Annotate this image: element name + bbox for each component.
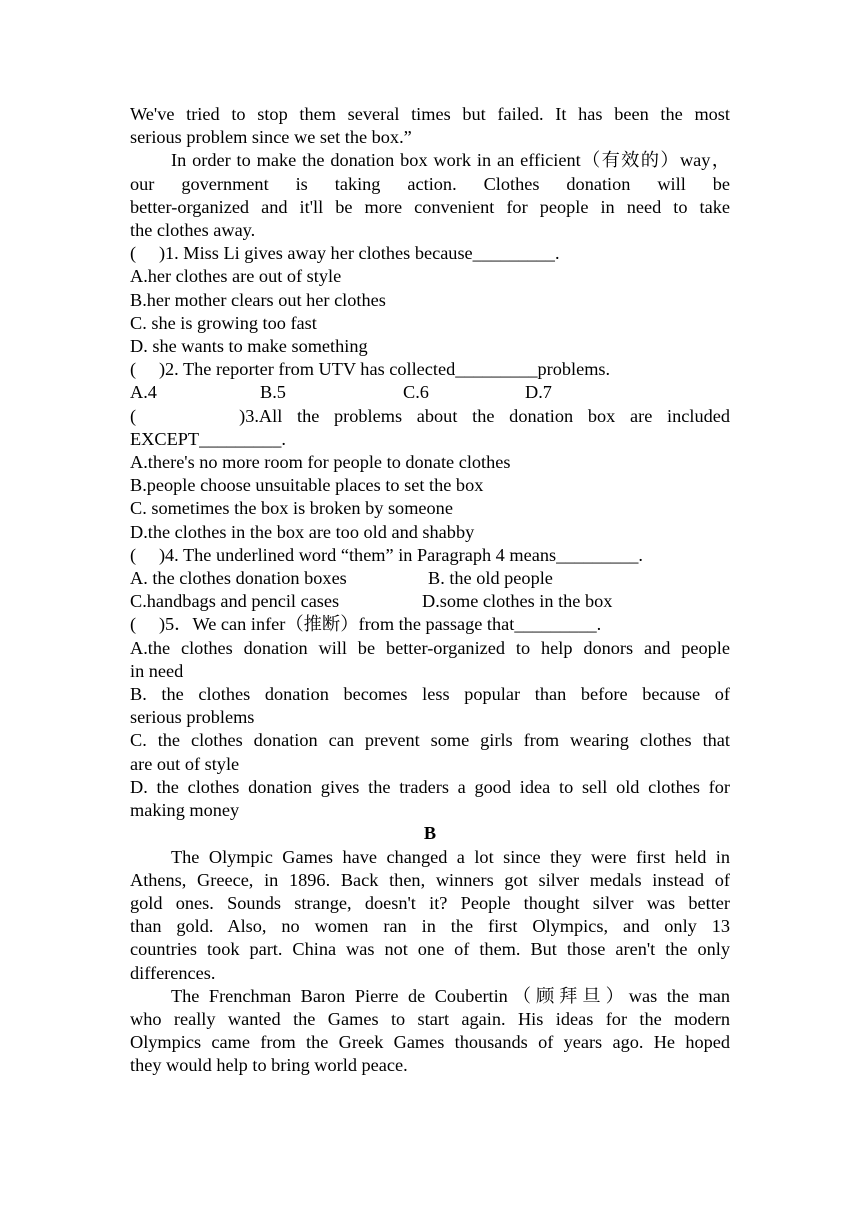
question-4-option-c: C.handbags and pencil cases [130,591,340,612]
question-5-option-d-cont: making money [130,800,240,821]
passage-b-line: countries took part. China was not one of them. But those aren't the only [130,939,730,960]
question-5-option-d: D. the clothes donation gives the traders a good idea to sell old clothes for [130,776,730,797]
passage-b-line: gold ones. Sounds strange, doesn't it? People thought silver was better [130,892,730,913]
section-heading: B [423,823,437,844]
passage-a-line: We've tried to stop them several times but failed. It has been the most [130,104,730,124]
passage-b-line: Athens, Greece, in 1896. Back then, winners got silver medals instead of [130,869,730,890]
question-2-stem: ( )2. The reporter from UTV has collected_________problems. [130,359,611,380]
question-5-option-b: B. the clothes donation becomes less popular than before because of [130,684,730,705]
passage-a-line: our government is taking action. Clothes donation will be [130,173,730,194]
passage-a-line: serious problem since we set the box.” [130,127,412,148]
passage-a-line: In order to make the donation box work in an efficient（有效的）way， [171,150,730,171]
question-2-option-c: C.6 [403,382,429,403]
passage-a-line: the clothes away. [130,220,256,241]
question-5-stem: ( )5．We can infer（推断）from the passage that_________. [130,614,602,635]
question-2-option-b: B.5 [260,382,286,403]
question-3-option-c: C. sometimes the box is broken by someone [130,498,453,519]
passage-b-line: than gold. Also, no women ran in the first Olympics, and only 13 [130,916,730,937]
question-1-stem: ( )1. Miss Li gives away her clothes because_________. [130,243,560,264]
question-3-option-b: B.people choose unsuitable places to set the box [130,475,484,496]
passage-b-line: Olympics came from the Greek Games thousands of years ago. He hoped [130,1032,730,1053]
question-4-options-row-1 [130,567,730,590]
question-3-option-d: D.the clothes in the box are too old and shabby [130,521,475,542]
question-4-option-a: A. the clothes donation boxes [130,568,347,589]
question-3-option-a: A.there's no more room for people to donate clothes [130,452,511,473]
question-1-option-b: B.her mother clears out her clothes [130,289,386,310]
question-5-option-a-cont: in need [130,660,184,681]
question-1-option-a: A.her clothes are out of style [130,266,342,287]
question-2-option-d: D.7 [525,382,552,403]
question-5-option-a: A.the clothes donation will be better-organized to help donors and people [130,637,730,658]
question-3-stem: ( )3.All the problems about the donation box are included [130,405,730,426]
question-5-option-b-cont: serious problems [130,707,255,728]
passage-b-line: who really wanted the Games to start again. His ideas for the modern [130,1008,730,1029]
question-2-option-a: A.4 [130,382,157,403]
question-5-option-c-cont: are out of style [130,753,240,774]
passage-b-line: they would help to bring world peace. [130,1055,408,1076]
passage-a-line: better-organized and it'll be more convenient for people in need to take [130,196,730,217]
question-3-stem-cont: EXCEPT_________. [130,428,286,449]
question-4-option-d: D.some clothes in the box [422,591,613,612]
passage-b-line: The Frenchman Baron Pierre de Coubertin（顾拜旦）was the man [171,985,730,1006]
question-1-option-c: C. she is growing too fast [130,312,317,333]
question-4-stem: ( )4. The underlined word “them” in Paragraph 4 means_________. [130,544,643,565]
passage-b-line: differences. [130,962,216,983]
question-5-option-c: C. the clothes donation can prevent some girls from wearing clothes that [130,730,730,751]
question-4-option-b: B. the old people [428,568,553,589]
question-4-options-row-2 [130,590,730,613]
question-1-option-d: D. she wants to make something [130,336,368,357]
passage-b-line: The Olympic Games have changed a lot since they were first held in [171,846,730,867]
question-2-options [130,381,730,404]
document-page [130,103,730,1078]
